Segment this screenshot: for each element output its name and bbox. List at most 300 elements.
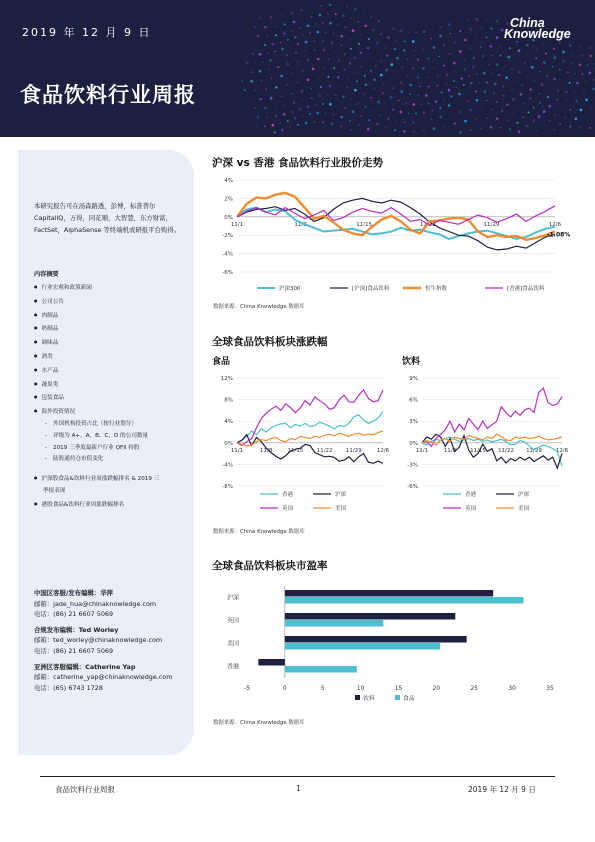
header-dot: [352, 29, 355, 32]
header-dot: [314, 121, 315, 122]
header-dot: [413, 131, 414, 132]
header-dot: [494, 93, 495, 94]
header-dot: [412, 40, 415, 43]
header-dot: [305, 122, 308, 125]
header-dot: [335, 94, 337, 96]
x-tick-label: 11/1: [230, 221, 244, 228]
header-dot: [274, 50, 276, 52]
x-tick-label: 11/1: [415, 447, 429, 454]
header-dot: [539, 93, 540, 94]
y-tick-label: -4%: [222, 251, 233, 258]
header-dot: [344, 107, 346, 109]
y-tick-label: -6%: [407, 484, 418, 490]
header-dot: [496, 63, 499, 66]
beverage-subtitle: 饮料: [402, 357, 421, 367]
header-dot: [569, 109, 571, 111]
contact-email[interactable]: 邮箱：ted_worley@chinaknowledge.com: [34, 636, 163, 645]
bar: [285, 590, 493, 597]
legend-label: 沪深300: [279, 286, 301, 292]
header-dot: [481, 109, 482, 110]
bar: [258, 659, 285, 666]
header-dot: [373, 79, 376, 82]
footer-date: 2019 年 12 月 9 日: [468, 785, 536, 794]
header-dot: [291, 93, 293, 95]
header-dot: [592, 88, 595, 91]
header-dot: [385, 106, 386, 107]
header-dot: [255, 90, 256, 91]
header-dot: [454, 123, 456, 125]
header-dot: [412, 67, 414, 69]
header-dot: [587, 64, 588, 65]
header-dot: [318, 77, 319, 78]
header-dot: [307, 25, 310, 28]
header-dot: [350, 129, 352, 131]
header-dot: [309, 113, 311, 115]
header-dot: [549, 105, 552, 108]
header-dot: [549, 88, 550, 89]
header-dot: [433, 94, 434, 95]
header-dot: [280, 123, 281, 124]
header-dot: [439, 116, 442, 119]
bar: [285, 643, 440, 650]
footer-divider: [40, 776, 555, 777]
header-dot: [327, 13, 328, 14]
header-dot: [469, 28, 472, 31]
header-dot: [562, 81, 563, 82]
y-tick-label: 8%: [224, 397, 233, 404]
header-dot: [532, 120, 535, 123]
header-dot: [386, 55, 388, 57]
header-dot: [367, 128, 370, 131]
header-dot: [480, 127, 482, 129]
header-dot: [564, 117, 566, 119]
header-dot: [476, 99, 479, 102]
header-dot: [341, 126, 342, 127]
legend-label: 英国: [282, 506, 294, 512]
contact-name: 华萍: [100, 589, 114, 597]
header-dot: [431, 29, 432, 30]
header-dot: [482, 55, 485, 58]
legend-label: [沪深]食品饮料: [352, 286, 390, 292]
y-tick-label: 9%: [409, 376, 418, 382]
source-note-3: 数据来源：China Knowledge 数据库: [213, 720, 305, 726]
header-dot: [476, 73, 478, 75]
header-dot: [427, 57, 430, 60]
header-dot: [345, 26, 347, 28]
contents-item: ● 水产品: [34, 364, 189, 378]
header-dot: [554, 115, 555, 116]
header-dot: [589, 72, 592, 75]
y-tick-label: 12%: [220, 376, 233, 382]
header-dot: [292, 30, 293, 31]
x-tick-label: 35: [546, 686, 554, 692]
header-dot: [377, 101, 380, 104]
contents-item: ● 海外投资情况: [34, 405, 189, 419]
header-dot: [380, 114, 382, 116]
header-dot: [315, 23, 316, 24]
header-dot: [302, 100, 303, 101]
header-dot: [297, 61, 298, 62]
header-dot: [284, 104, 286, 106]
header-dot: [297, 124, 299, 126]
y-tick-label: 0%: [409, 440, 418, 447]
header-dot: [412, 121, 415, 124]
header-dot: [417, 94, 419, 96]
header-dot: [421, 121, 422, 122]
header-dot: [459, 50, 462, 53]
header-dot: [373, 111, 374, 112]
header-dot: [475, 38, 476, 39]
header-dot: [317, 31, 320, 34]
header-dot: [586, 118, 587, 119]
header-dot: [350, 48, 352, 50]
legend-label: 美国: [335, 506, 347, 512]
header-dot: [305, 50, 306, 51]
header-dot: [469, 109, 472, 112]
header-dot: [417, 76, 420, 79]
header-dot: [464, 60, 465, 61]
contact-email[interactable]: 邮箱：catherine_yap@chinaknowledge.com: [34, 673, 173, 682]
header-dot: [364, 25, 367, 28]
header-dot: [344, 53, 346, 55]
series-line: [237, 431, 383, 446]
header-dot: [268, 69, 269, 70]
header-dot: [354, 89, 357, 92]
header-dot: [307, 106, 310, 109]
header-dot: [302, 34, 303, 35]
header-dot: [572, 54, 573, 55]
header-dot: [350, 39, 351, 40]
header-dot: [250, 98, 251, 99]
header-dot: [299, 27, 301, 29]
legend-swatch: [395, 695, 400, 700]
contents-item: ● 包装食品: [34, 391, 189, 405]
bar: [285, 620, 383, 627]
header-dot: [500, 46, 501, 47]
header-dot: [375, 65, 377, 67]
header-dot: [439, 35, 442, 38]
source-note-2: 数据来源：China Knowledge 数据库: [213, 529, 305, 535]
x-tick-label: 12/6: [555, 447, 569, 454]
header-dot: [486, 19, 487, 20]
header-dot: [360, 66, 361, 67]
header-dot: [488, 63, 490, 65]
header-dot: [377, 52, 378, 53]
header-dot: [396, 121, 397, 122]
header-dot: [559, 69, 561, 71]
header-dot: [516, 122, 518, 124]
header-dot: [337, 105, 338, 106]
header-dot: [481, 65, 482, 66]
header-dot: [407, 59, 408, 60]
header-dot: [439, 26, 441, 28]
header-dot: [264, 107, 267, 110]
header-dot: [302, 19, 303, 20]
header-dot: [428, 103, 430, 105]
x-tick-label: 11/22: [419, 221, 436, 228]
header-dot: [566, 100, 567, 101]
header-dot: [581, 73, 583, 75]
header-dot: [327, 94, 328, 95]
header-dot: [512, 98, 515, 101]
header-dot: [549, 120, 550, 121]
header-dot: [439, 107, 441, 109]
header-dot: [431, 110, 432, 111]
header-dot: [272, 43, 275, 46]
y-tick-label: 2%: [224, 196, 233, 203]
header-dot: [254, 63, 255, 64]
header-dot: [496, 36, 499, 39]
header-dot: [427, 77, 428, 78]
header-dot: [337, 24, 338, 25]
contents-item: ● 公司公告: [34, 295, 189, 309]
header-dot: [325, 113, 326, 114]
header-dot: [360, 52, 363, 55]
bar: [285, 613, 455, 620]
header-dot: [327, 76, 329, 78]
header-dot: [358, 124, 360, 126]
y-tick-label: 4%: [224, 178, 233, 184]
header-dot: [541, 83, 544, 86]
header-dot: [394, 129, 396, 131]
header-dot: [581, 55, 583, 57]
header-dot: [289, 127, 290, 128]
header-dot: [503, 86, 504, 87]
header-dot: [347, 78, 348, 79]
contact-role: 亚洲区客服编辑：Catherine Yap: [34, 662, 136, 671]
header-dot: [500, 127, 501, 128]
contents-item: ● 调味品: [34, 336, 189, 350]
header-dot: [292, 111, 293, 112]
header-dot: [329, 4, 332, 7]
header-dot: [280, 42, 281, 43]
header-dot: [421, 40, 422, 41]
header-dot: [569, 125, 572, 128]
header-dot: [405, 102, 407, 104]
header-dot: [294, 36, 297, 39]
legend-label: 香港: [465, 492, 477, 498]
header-dot: [508, 56, 511, 59]
header-dot: [382, 92, 384, 94]
header-dot: [590, 55, 593, 58]
header-dot: [346, 6, 348, 8]
contacts: [34, 588, 194, 698]
series-line: [237, 193, 555, 240]
contents-item: ● 港股食品&饮料行业周涨跌幅排名: [34, 498, 189, 512]
header-dot: [457, 21, 458, 22]
header-dot: [373, 30, 374, 31]
header-dot: [391, 79, 392, 80]
header-dot: [574, 91, 575, 92]
header-dot: [281, 48, 284, 51]
y-tick-label: -3%: [407, 462, 418, 469]
header-dot: [357, 21, 359, 23]
x-tick-label: 11/15: [470, 447, 486, 454]
header-dot: [480, 46, 482, 48]
header-dot: [520, 93, 523, 96]
header-dot: [547, 96, 549, 98]
bar: [285, 666, 357, 673]
header-dot: [350, 99, 351, 100]
category-label: 香港: [226, 663, 239, 671]
header-dot: [486, 36, 488, 38]
header-dot: [311, 88, 312, 89]
header-dot: [444, 45, 445, 46]
header-dot: [286, 54, 288, 56]
x-tick-label: 15: [394, 686, 403, 692]
trend-line-chart: [205, 170, 580, 300]
header-dot: [589, 127, 591, 129]
contact-email[interactable]: 邮箱：jade_hua@chinaknowledge.com: [34, 599, 157, 608]
header-dot: [338, 5, 339, 6]
x-tick-label: 11/22: [316, 447, 333, 454]
header-dot: [535, 57, 537, 59]
header-dot: [281, 96, 282, 97]
header-dot: [457, 102, 458, 103]
header-dot: [433, 46, 436, 49]
header-dot: [580, 46, 581, 47]
header-dot: [565, 91, 568, 94]
y-tick-label: 0%: [224, 440, 233, 447]
header-dot: [340, 35, 343, 38]
header-dot: [281, 15, 282, 16]
header-dot: [387, 36, 390, 39]
food-subtitle: 食品: [212, 357, 231, 367]
legend-label: 美国: [518, 506, 530, 512]
header-dot: [413, 50, 414, 51]
header-dot: [246, 62, 249, 65]
header-dot: [291, 73, 292, 74]
header-dot: [580, 109, 583, 112]
header-dot: [250, 71, 252, 73]
header-dot: [403, 130, 406, 133]
header-dot: [299, 108, 301, 110]
header-dot: [574, 73, 575, 74]
y-tick-label: 4%: [224, 419, 233, 426]
header-dot: [533, 80, 535, 82]
header-dot: [383, 84, 384, 85]
header-dot: [563, 61, 564, 62]
header-dot: [286, 84, 287, 85]
header-dot: [307, 79, 310, 82]
header-dot: [467, 92, 468, 93]
series-line: [237, 208, 555, 239]
header-dot: [527, 54, 528, 55]
header-dot: [367, 47, 370, 50]
header-dot: [385, 69, 388, 72]
header-dot: [441, 92, 443, 94]
header-dot: [484, 90, 487, 93]
header-dot: [466, 100, 468, 102]
header-dot: [311, 16, 313, 18]
header-dot: [244, 89, 247, 92]
header-dot: [394, 48, 396, 50]
header-dot: [453, 62, 456, 65]
header-dot: [580, 127, 581, 128]
header-dot: [266, 117, 267, 118]
header-dot: [295, 52, 298, 55]
header-dot: [500, 55, 502, 57]
header-dot: [446, 73, 449, 76]
header-dot: [358, 43, 360, 45]
header-dot: [538, 115, 541, 118]
header-dot: [423, 111, 426, 114]
header-dot: [364, 75, 366, 77]
header-dot: [430, 38, 432, 40]
header-dot: [593, 79, 595, 81]
legend-swatch: [355, 695, 360, 700]
header-dot: [256, 125, 257, 126]
header-dot: [483, 72, 486, 75]
x-tick-label: 10: [356, 686, 365, 692]
header-dot: [257, 35, 260, 38]
header-dot: [528, 111, 530, 113]
x-tick-label: 11/8: [260, 447, 273, 454]
header-dot: [546, 75, 548, 77]
header-dot: [291, 12, 293, 14]
header-dot: [419, 86, 420, 87]
header-banner: [0, 0, 595, 137]
header-dot: [518, 49, 521, 52]
x-tick-label: 11/22: [498, 447, 514, 454]
header-dot: [370, 70, 372, 72]
header-dot: [337, 76, 340, 79]
series-line: [422, 434, 562, 445]
header-dot: [470, 48, 471, 49]
header-dot: [506, 103, 509, 106]
contents-item: - 外国机构投资占比（按行业划分）: [34, 419, 189, 431]
header-dot: [250, 80, 253, 83]
header-dot: [293, 21, 296, 24]
header-dot: [363, 93, 364, 94]
header-dot: [517, 108, 518, 109]
header-dot: [259, 53, 262, 56]
header-dot: [284, 23, 286, 25]
series-line: [237, 206, 555, 225]
header-dot: [503, 95, 505, 97]
header-dot: [480, 28, 481, 29]
header-dot: [376, 42, 379, 45]
x-tick-label: 25: [470, 686, 478, 692]
header-dot: [257, 116, 260, 119]
contents-item: - 评级为 A+、A、B、C、D 的公司数量: [34, 431, 189, 443]
header-dot: [329, 22, 332, 25]
header-dot: [363, 12, 364, 13]
section-title-trend: 沪深 vs 香港 食品饮料行业股价走势: [212, 157, 384, 169]
header-dot: [472, 66, 475, 69]
header-dot: [314, 40, 315, 41]
x-tick-label: 12/6: [376, 447, 390, 454]
header-dot: [264, 125, 266, 127]
header-dot: [340, 116, 343, 119]
header-dot: [319, 95, 322, 98]
contact-phone: 电话：(86) 21 6607 5069: [34, 646, 114, 655]
header-dot: [354, 72, 355, 73]
header-dot: [315, 104, 316, 105]
header-dot: [404, 40, 406, 42]
header-dot: [433, 67, 434, 68]
x-tick-label: -5: [244, 686, 250, 692]
header-dot: [450, 33, 451, 34]
header-dot: [386, 46, 387, 47]
header-dot: [275, 86, 278, 89]
header-dot: [491, 55, 492, 56]
header-dot: [413, 103, 416, 106]
header-dot: [338, 60, 340, 62]
report-title: 食品饮料行业周报: [20, 83, 196, 107]
header-dot: [533, 107, 535, 109]
header-dot: [463, 84, 465, 86]
